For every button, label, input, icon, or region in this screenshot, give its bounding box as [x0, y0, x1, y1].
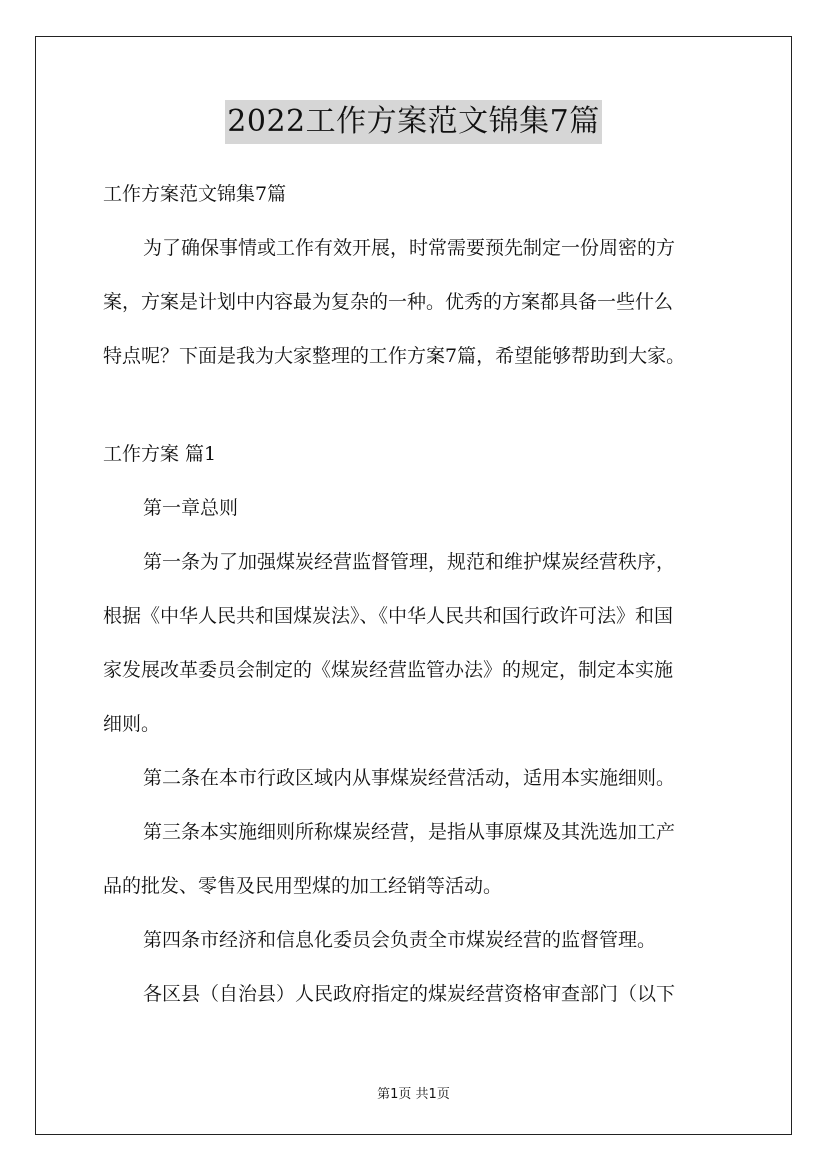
intro-line-1: 为了确保事情或工作有效开展，时常需要预先制定一份周密的方	[143, 237, 676, 259]
article5-line: 各区县（自治县）人民政府指定的煤炭经营资格审查部门（以下	[143, 983, 676, 1005]
title-container	[0, 100, 827, 144]
article3-line-1: 第三条本实施细则所称煤炭经营，是指从事原煤及其洗选加工产	[143, 821, 676, 843]
article2-line: 第二条在本市行政区域内从事煤炭经营活动，适用本实施细则。	[143, 767, 676, 789]
article1-line-2: 根据《中华人民共和国煤炭法》、《中华人民共和国行政许可法》和国	[103, 605, 674, 627]
article4-line: 第四条市经济和信息化委员会负责全市煤炭经营的监督管理。	[143, 929, 657, 951]
intro-line-2: 案，方案是计划中内容最为复杂的一种。优秀的方案都具备一些什么	[103, 291, 674, 313]
section-heading: 工作方案 篇1	[103, 443, 217, 465]
article3-line-2: 品的批发、零售及民用型煤的加工经销等活动。	[103, 875, 503, 897]
document-subtitle: 工作方案范文锦集7篇	[103, 183, 287, 205]
page-footer: 第1页 共1页	[377, 1087, 450, 1102]
article1-line-4: 细则。	[103, 713, 161, 735]
article1-line-3: 家发展改革委员会制定的《煤炭经营监管办法》的规定，制定本实施	[103, 659, 674, 681]
document-body	[103, 176, 735, 1012]
intro-line-3: 特点呢？下面是我为大家整理的工作方案7篇，希望能够帮助到大家。	[103, 345, 686, 367]
article1-line-1: 第一条为了加强煤炭经营监督管理，规范和维护煤炭经营秩序，	[143, 551, 676, 573]
document-title: 2022工作方案范文锦集7篇	[225, 100, 601, 144]
chapter-heading: 第一章总则	[143, 497, 239, 519]
